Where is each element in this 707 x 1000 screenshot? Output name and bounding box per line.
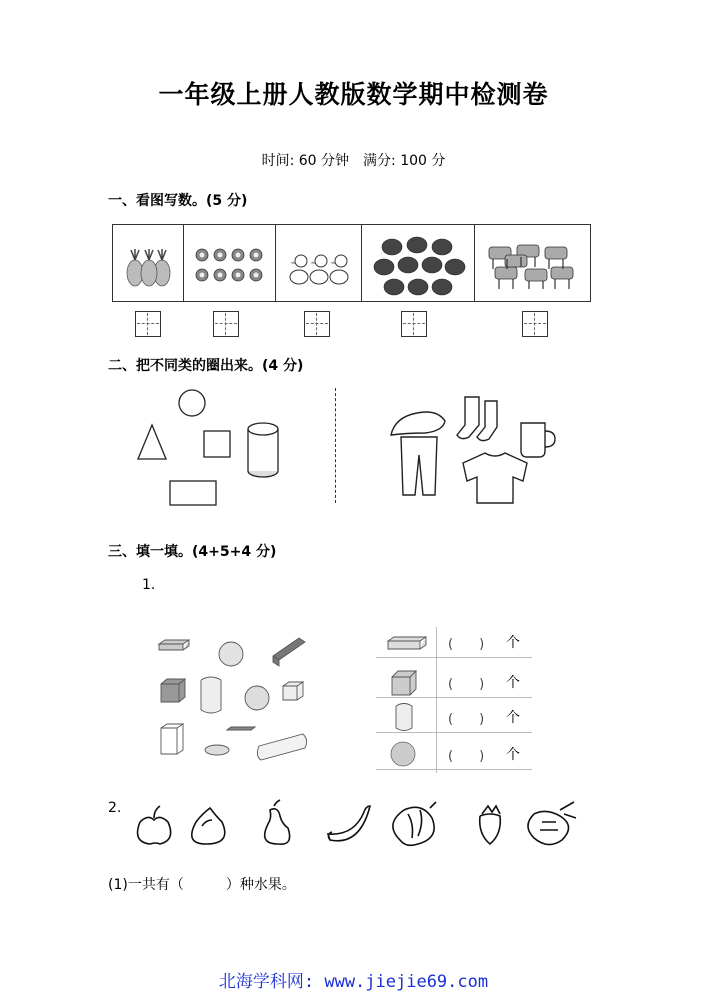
cube-shape: [161, 679, 185, 702]
apple-icon: [138, 806, 171, 844]
banana-icon: [328, 806, 370, 841]
answer-box-4[interactable]: [401, 311, 427, 337]
strawberry-icon: [480, 806, 501, 844]
section1-heading: 一、看图写数。(5 分): [108, 193, 248, 209]
count-row-cylinder: [376, 702, 532, 733]
answer-box-5[interactable]: [522, 311, 548, 337]
section2-heading: 二、把不同类的圈出来。(4 分): [108, 358, 304, 374]
triangle-shape: [138, 425, 166, 459]
answer-blank[interactable]: ( ): [448, 637, 485, 652]
flowers-picture: [184, 225, 276, 301]
shapes-group: [130, 385, 290, 510]
sphere-icon: [390, 741, 418, 769]
answer-blank[interactable]: ( ): [448, 749, 485, 764]
sphere-shape: [245, 686, 269, 710]
question-number: 2.: [108, 800, 122, 816]
cows-picture: [475, 225, 591, 301]
cuboid-shape: [159, 640, 189, 650]
fill-in-question: (1)一共有（ ）种水果。: [108, 877, 296, 893]
solid-shapes-picture: [155, 636, 315, 764]
ducks-cell: [276, 225, 362, 301]
flowers-cell: [184, 225, 276, 301]
answer-blank[interactable]: ( ): [448, 712, 485, 727]
socks-icon: [457, 397, 497, 441]
watermelon-icon: [393, 802, 436, 845]
unit-label: 个: [506, 635, 520, 651]
page-title: 一年级上册人教版数学期中检测卷: [158, 80, 549, 109]
count-row-sphere: [376, 739, 532, 770]
cube-shape: [283, 682, 303, 700]
answer-box-3[interactable]: [304, 311, 330, 337]
sphere-shape: [219, 642, 243, 666]
cup-icon: [521, 423, 555, 457]
cuboid-shape: [161, 724, 183, 754]
unit-label: 个: [506, 675, 520, 691]
cube-icon: [390, 669, 418, 697]
pineapples-cell: [113, 225, 184, 301]
answer-blank[interactable]: ( ): [448, 677, 485, 692]
unit-label: 个: [506, 747, 520, 763]
shirt-icon: [463, 453, 527, 503]
fruits-picture: [130, 800, 590, 848]
stick-shape: [273, 638, 305, 666]
count-row-cube: [376, 667, 532, 698]
pineapples-picture: [113, 225, 183, 301]
cylinder-shape: [257, 734, 306, 760]
cuboid-shape: [227, 727, 255, 730]
rectangle-shape: [170, 481, 216, 505]
cap-icon: [391, 412, 445, 435]
clothing-group: [385, 393, 565, 505]
square-shape: [204, 431, 230, 457]
grapes-icon: [528, 802, 576, 845]
answer-box-2[interactable]: [213, 311, 239, 337]
cylinder-shape: [201, 677, 221, 713]
answer-box-1[interactable]: [135, 311, 161, 337]
group-divider: [335, 388, 336, 503]
cylinder-shape: [248, 423, 278, 477]
pants-icon: [401, 437, 437, 495]
count-table: [376, 627, 532, 773]
cylinder-icon: [394, 702, 416, 732]
cows-cell: [475, 225, 590, 301]
cylinder-shape: [205, 745, 229, 755]
tomatoes-picture: [362, 225, 474, 301]
exam-info: 时间: 60 分钟 满分: 100 分: [261, 153, 446, 169]
ducks-picture: [276, 225, 362, 301]
section3-heading: 三、填一填。(4+5+4 分): [108, 544, 277, 560]
question-number: 1.: [142, 577, 156, 593]
count-row-cuboid: [376, 627, 532, 658]
peach-icon: [192, 808, 225, 844]
pear-icon: [265, 800, 290, 844]
unit-label: 个: [506, 710, 520, 726]
picture-count-table: [112, 224, 591, 302]
footer-watermark[interactable]: 北海学科网: www.jiejie69.com: [218, 972, 489, 992]
cuboid-icon: [386, 635, 430, 651]
circle-shape: [179, 390, 205, 416]
tomatoes-cell: [362, 225, 474, 301]
